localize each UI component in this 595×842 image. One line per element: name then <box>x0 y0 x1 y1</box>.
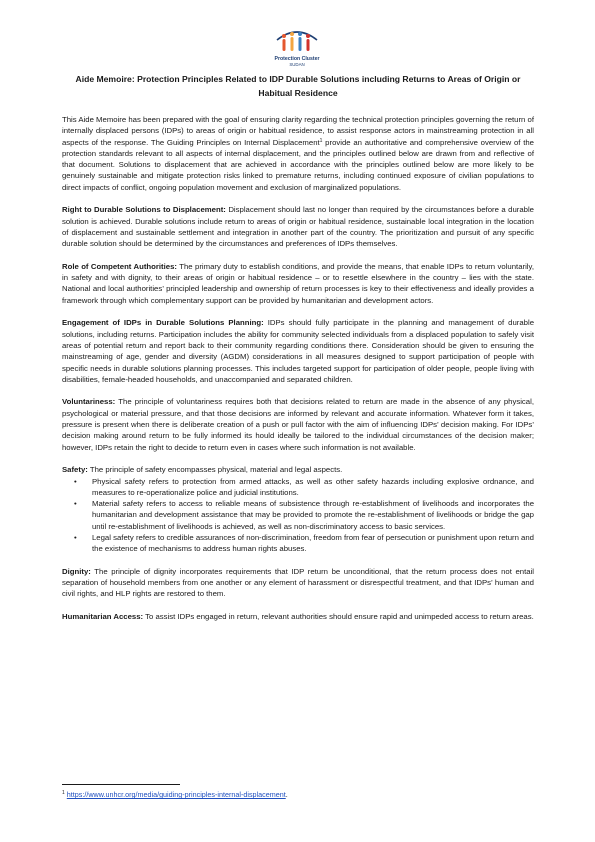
section-right-to-durable-solutions <box>62 204 534 249</box>
logo-country: SUDAN <box>289 62 305 67</box>
section-heading: Engagement of IDPs in Durable Solutions Planning: <box>62 318 264 328</box>
list-item <box>62 498 534 532</box>
list-item <box>62 476 534 499</box>
section-heading: Dignity: <box>62 566 91 576</box>
section-heading: Role of Competent Authorities: <box>62 261 177 271</box>
footnote <box>62 790 288 800</box>
list-item-text: Legal safety refers to credible assurances of non-discrimination, freedom from fear of persecution or punishment upon return and the existence of mechanisms to address human rights abuses. <box>92 532 534 554</box>
footnote-ref[interactable]: 1 <box>319 137 323 144</box>
footnote-link[interactable]: https://www.unhcr.org/media/guiding-principles-internal-displacement <box>66 790 286 799</box>
section-safety <box>62 464 534 475</box>
section-heading: Humanitarian Access: <box>62 612 144 622</box>
footnote-number: 1 <box>62 790 65 796</box>
logo-org-name: Protection Cluster <box>274 56 320 62</box>
section-text: To assist IDPs engaged in return, relevant authorities should ensure rapid and unimpeded access to return areas. <box>143 612 534 622</box>
section-text: The principle of safety encompasses physical, material and legal aspects. <box>87 465 343 475</box>
protection-cluster-logo <box>262 26 332 76</box>
section-text: IDPs should fully participate in the planning and management of durable solutions, including returns. Participation includes the ability for community selected individuals from a displaced population to safely visit areas of potential return and report back to their community regarding conditions there. Consideration should be given to ensuring the mainstreaming of age, gender and diversity (AGDM) considerations in all measures designed to support participation of people with specific needs in durable solutions planning processes. This includes targeted support for participation of older people, people living with disabilities, female-headed households, and unaccompanied and separated children. <box>62 318 534 384</box>
list-item-text: Material safety refers to access to reliable means of subsistence through re-establishment of livelihoods and incorporates the humanitarian and development assistance that may be provided to promote the re-establishment of livelihoods or bridge the gap until re-establishment of livelihoods is achieved, as well as non-discriminatory access to basic services. <box>92 499 534 531</box>
section-text: The principle of voluntariness requires both that decisions related to return are made in the absence of any physical, psychological or material pressure, and that those decisions are informed by relevant and accurate information. Whatever form it takes, pressure is present when there is deliberate creation of a push or pull factor with the aim of influencing IDPs’ decision making. For IDPs’ decision making around return to be fully informed its hould ideally be tailored to the individual circumstances of the decision maker; however, IDPs retain the right to decide to return even in cases where such information is not available. <box>62 397 534 452</box>
safety-bullet-list <box>62 476 534 555</box>
section-heading: Safety: <box>62 465 88 475</box>
footnote-separator <box>62 784 180 785</box>
section-engagement-of-idps <box>62 317 534 385</box>
document-body <box>62 114 534 634</box>
section-dignity <box>62 566 534 600</box>
bullet-icon: • <box>74 499 77 509</box>
people-figures-icon <box>275 26 319 56</box>
footnote-period: . <box>285 790 288 799</box>
intro-text-cont: provide an authoritative and comprehensive overview of the protection standards relevant to all aspects of internal displacement, and the principles outlined below are drawn from and reflective of that document. Solutions to displacement that are achieved in accordance with the principles outlined below are more likely to be genuinely sustainable and mitigate protection risks linked to premature returns, including continued exposure of civilian populations to direct impacts of conflict, ongoing population movement and exclusion of marginalized populations. <box>62 137 534 192</box>
section-text: The principle of dignity incorporates requirements that IDP return be unconditional, that the return process does not entail separation of household members from one another or any element of harassment or disrespectful treatment, and that IDPs’ human and civil rights, and HLP rights are restored to them. <box>62 566 534 599</box>
section-humanitarian-access <box>62 611 534 622</box>
list-item <box>62 532 534 555</box>
intro-paragraph <box>62 114 534 193</box>
section-heading: Right to Durable Solutions to Displacement: <box>62 205 226 215</box>
intro-text: This Aide Memoire has been prepared with the goal of ensuring clarity regarding the technical protection principles governing the return of internally displaced persons (IDPs) to areas of origin or habitual residence, to assist response actors in mainstreaming protection in all aspects of the response. The Guiding Principles on Internal Displacement <box>62 115 534 147</box>
list-item-text: Physical safety refers to protection from armed attacks, as well as other safety hazards including explosive ordnance, and measures to re-operationalize police and judicial institutions. <box>92 476 534 497</box>
bullet-icon: • <box>74 532 77 542</box>
section-role-of-authorities <box>62 261 534 306</box>
document-title: Aide Memoire: Protection Principles Related to IDP Durable Solutions including Returns to Areas of Origin or Habitual Residence <box>75 74 521 98</box>
section-voluntariness <box>62 396 534 452</box>
section-text: The primary duty to establish conditions, and provide the means, that enable IDPs to return voluntarily, in safety and with dignity, to their areas of origin or habitual residence – or to resettle elsewhere in the country – lies with the state. National and local authorities’ principled leadership and ownership of return processes is key to their effectiveness and ideally provides a framework through which complementary support can be provided by humanitarian and development actors. <box>62 261 534 305</box>
section-text: Displacement should last no longer than required by the circumstances before a durable solution is achieved. Durable solutions include return to areas of origin or habitual residence, sustainable local integration in the location of displacement and sustainable settlement and integration in another part of the country. The prioritization and pursuit of any specific durable solution should be determined by the circumstances and preferences of IDPs themselves. <box>62 205 534 249</box>
section-heading: Voluntariness: <box>62 397 116 407</box>
bullet-icon: • <box>74 476 77 486</box>
